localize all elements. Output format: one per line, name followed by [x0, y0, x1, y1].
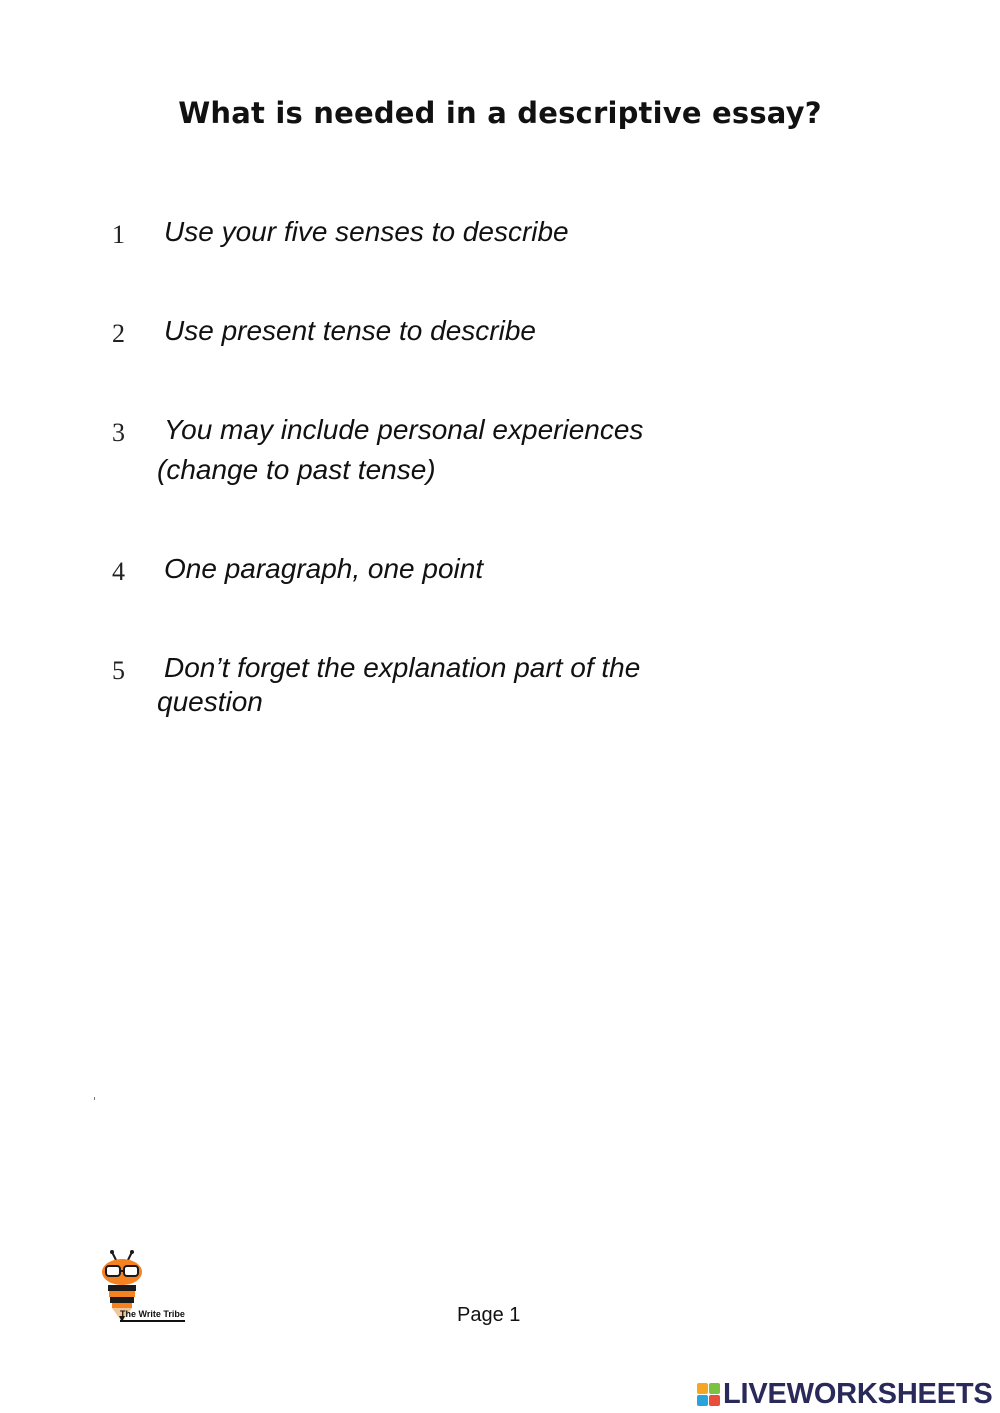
brand-name: LIVEWORKSHEETS — [723, 1377, 993, 1410]
liveworksheets-brand[interactable] — [697, 1377, 993, 1411]
list-item-text: Use present tense to describe — [164, 315, 536, 346]
list-item-number: 4 — [112, 557, 125, 586]
stray-mark — [94, 1097, 95, 1100]
list-item-number: 1 — [112, 220, 125, 249]
logo-text: The Write Tribe — [120, 1309, 185, 1322]
page-title: What is needed in a descriptive essay? — [178, 96, 822, 130]
list-item-text: One paragraph, one point — [164, 553, 484, 584]
list-item-number: 5 — [112, 656, 125, 685]
write-tribe-logo — [98, 1250, 208, 1328]
page-number: Page 1 — [457, 1304, 521, 1326]
list-item-number: 2 — [112, 319, 125, 348]
list-item-text: You may include personal experiences — [164, 414, 644, 445]
list-item-text-continuation: (change to past tense) — [157, 454, 436, 485]
list-item-text-continuation: question — [157, 686, 263, 717]
list-item-number: 3 — [112, 418, 125, 447]
liveworksheets-logo-icon — [697, 1383, 720, 1406]
list-item-text: Use your five senses to describe — [164, 216, 569, 247]
list-item-text: Don’t forget the explanation part of the — [164, 652, 641, 683]
